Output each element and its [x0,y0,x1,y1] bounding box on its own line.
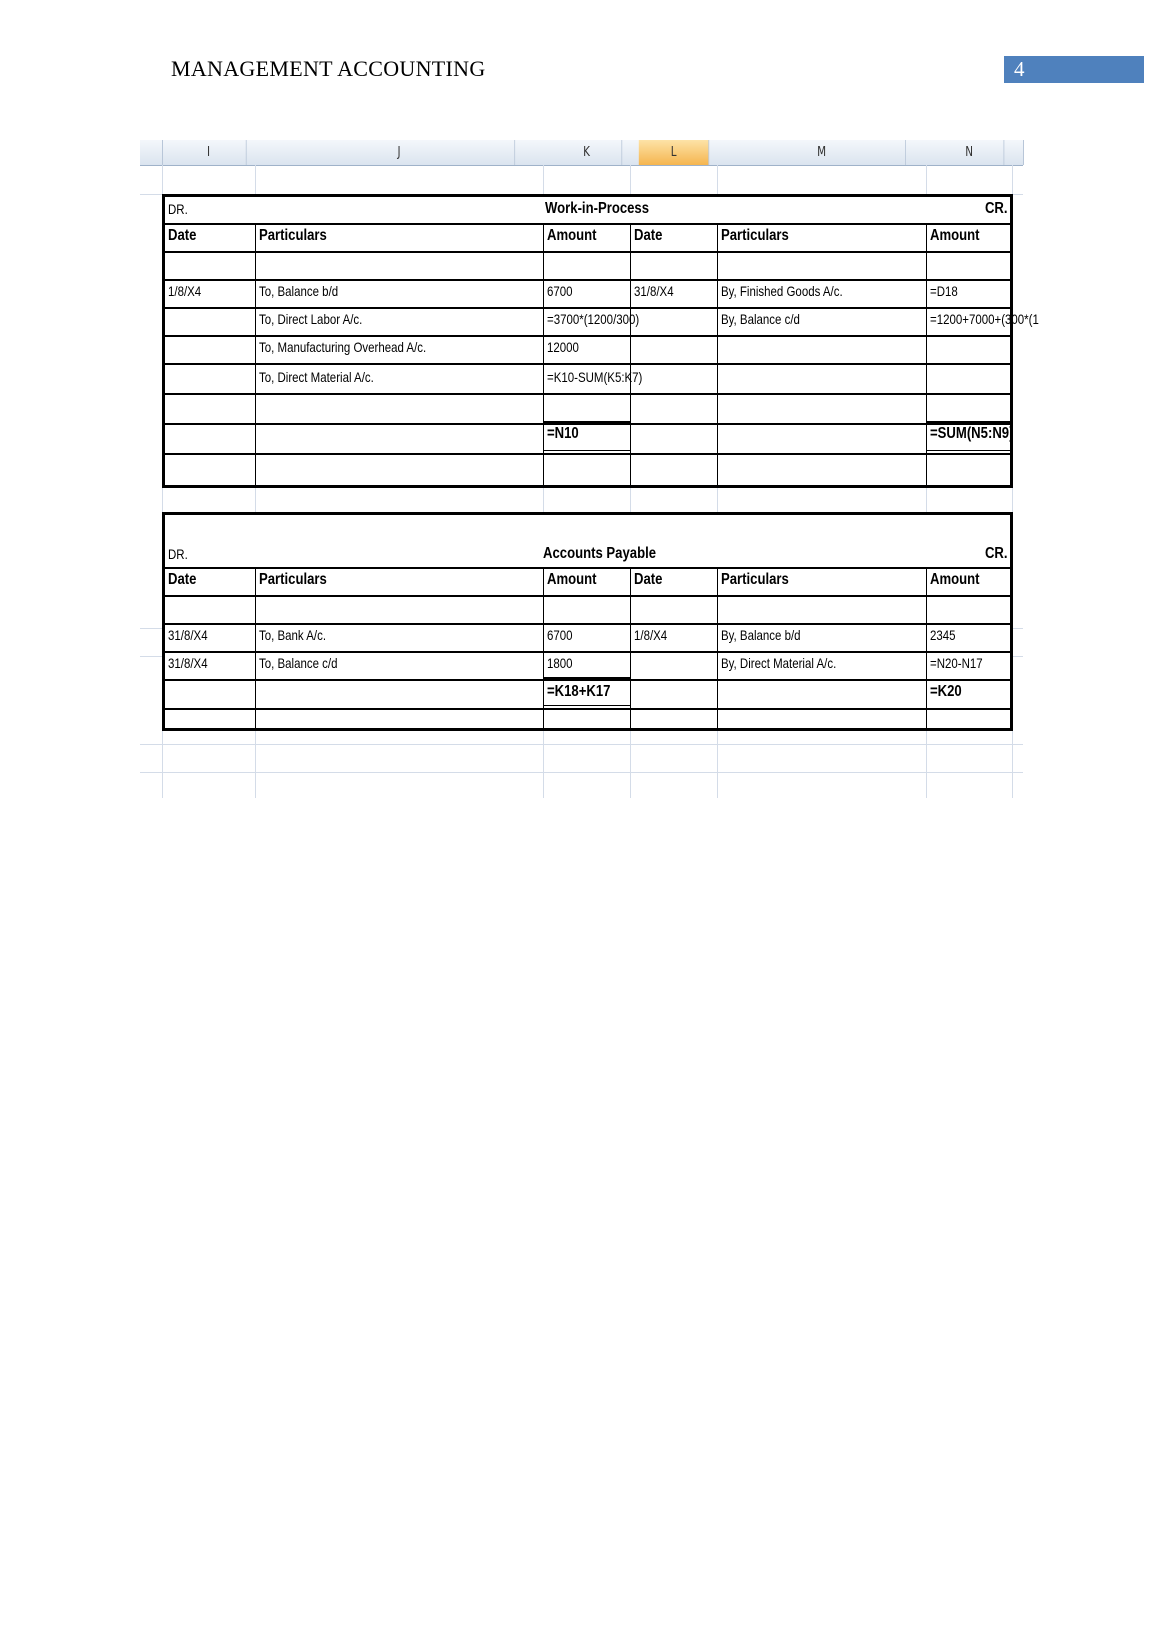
spreadsheet-image [140,140,1039,798]
ap-debit-date: 31/8/X4 [168,627,208,643]
ap-credit-total: =K20 [930,683,962,700]
ap-debit-date: 31/8/X4 [168,655,208,671]
ap-credit-amount: 2345 [930,627,956,643]
ap-dr-label: DR. [168,546,188,562]
ap-debit-particulars: To, Balance c/d [259,655,338,671]
gridline [140,744,1023,745]
wip-credit-particulars: By, Finished Goods A/c. [721,283,843,299]
wip-header-date-cr: Date [634,227,663,244]
wip-debit-particulars: To, Balance b/d [259,283,339,299]
page-number-badge: 4 [1004,56,1144,83]
ap-cr-label: CR. [985,545,1008,562]
column-header-i[interactable]: I [171,140,246,165]
ap-debit-amount: 6700 [547,627,573,643]
ap-header-amount-cr: Amount [930,571,980,588]
column-header-bar [140,140,1023,166]
column-header-m[interactable]: M [738,140,906,165]
column-header-l-selected[interactable]: L [639,140,709,165]
column-header-n[interactable]: N [935,140,1005,165]
ap-credit-date: 1/8/X4 [634,627,668,643]
document-header-title: MANAGEMENT ACCOUNTING [171,56,486,81]
wip-dr-label: DR. [168,201,188,217]
column-header-k[interactable]: K [552,140,622,165]
wip-debit-date: 1/8/X4 [168,283,202,299]
wip-credit-total: =SUM(N5:N9) [930,425,1014,442]
wip-credit-date: 31/8/X4 [634,283,674,299]
ap-header-amount-dr: Amount [547,571,597,588]
ap-credit-particulars: By, Balance b/d [721,627,801,643]
column-header-stub-right [1012,140,1024,165]
wip-debit-amount: 6700 [547,283,573,299]
ap-credit-particulars: By, Direct Material A/c. [721,655,837,671]
wip-credit-amount: =D18 [930,283,958,299]
wip-header-date-dr: Date [168,227,197,244]
column-header-stub [140,140,163,165]
wip-debit-particulars: To, Manufacturing Overhead A/c. [259,339,427,355]
column-header-j[interactable]: J [284,140,515,165]
wip-header-amount-dr: Amount [547,227,597,244]
ap-debit-total: =K18+K17 [547,683,611,700]
wip-debit-amount: =3700*(1200/300) [547,311,640,327]
wip-debit-particulars: To, Direct Labor A/c. [259,311,363,327]
ap-header-date-dr: Date [168,571,197,588]
ap-ledger-title: Accounts Payable [543,545,657,562]
accounts-payable-ledger [162,512,1013,731]
wip-header-particulars-cr: Particulars [721,227,789,244]
wip-credit-particulars: By, Balance c/d [721,311,800,327]
ap-credit-amount: =N20-N17 [930,655,983,671]
wip-debit-amount: 12000 [547,339,579,355]
wip-debit-particulars: To, Direct Material A/c. [259,369,374,385]
ap-header-particulars-dr: Particulars [259,571,327,588]
wip-cr-label: CR. [985,200,1008,217]
ap-debit-particulars: To, Bank A/c. [259,627,327,643]
wip-ledger [162,194,1039,488]
wip-credit-amount: =1200+7000+(300*(1 [930,311,1039,327]
wip-debit-amount: =K10-SUM(K5:K7) [547,369,643,385]
ap-debit-amount: 1800 [547,655,573,671]
wip-ledger-title: Work-in-Process [545,200,650,217]
wip-debit-total: =N10 [547,425,579,442]
ap-header-date-cr: Date [634,571,663,588]
wip-header-amount-cr: Amount [930,227,980,244]
wip-header-particulars-dr: Particulars [259,227,327,244]
gridline [140,772,1023,773]
ap-header-particulars-cr: Particulars [721,571,789,588]
